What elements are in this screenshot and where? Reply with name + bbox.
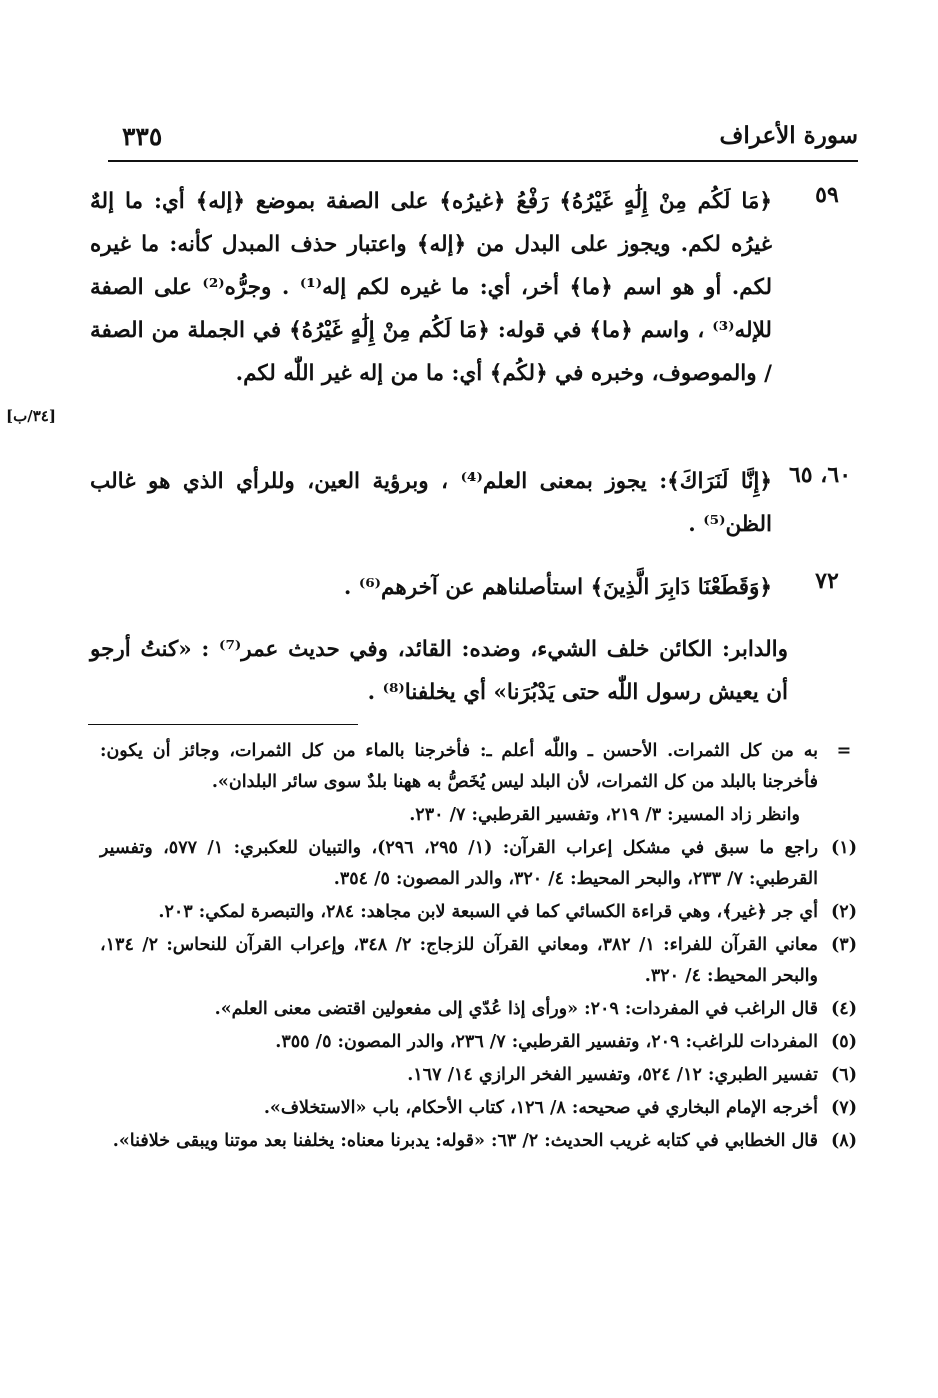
footnote-marker: =: [836, 741, 852, 761]
footnote-text: أي جر ﴿غير﴾، وهي قراءة الكسائي كما في السبعة لابن مجاهد: ٢٨٤، والتبصرة لمكي: ٢٠٣.: [158, 902, 818, 922]
footnote-marker: (٢): [831, 902, 857, 922]
page-header: [108, 118, 858, 158]
footnote-text: راجع ما سبق في مشكل إعراب القرآن: (١/ ٢٩٥، ٢٩٦)، والتبيان للعكبري: ١/ ٥٧٧، وتفسير القرطبي: ٧/ ٢٣٣، والبحر المحيط: ٤/ ٣٢٠، والدر المصون: ٥/ ٣٥٤.: [100, 838, 819, 889]
footnote-8: [100, 1126, 858, 1157]
verse-commentary: ﴿إِنَّا لَنَرَاكَ﴾: يجوز بمعنى العلم⁽⁴⁾ ، وبرؤية العين، وللرأي الذي هو غالب الظن⁽⁵⁾ .: [90, 469, 772, 537]
verse-number: ٧٢: [815, 568, 839, 594]
page-number: ٣٣٥: [122, 122, 163, 151]
footnote-separator: [88, 724, 358, 725]
footnote-6: [100, 1060, 858, 1091]
footnote-text: به من كل الثمرات. الأحسن ـ واللّٰه أعلم ـ: فأخرجنا بالماء من كل الثمرات، وجائز أن يكون: فأخرجنا بالبلد من كل الثمرات، لأن البلد ليس يُخَصُّ به ههنا بلدٌ سوى سائر البلدان».: [100, 741, 818, 792]
verse-entry-59: [90, 180, 858, 395]
footnote-text: تفسير الطبري: ١٢/ ٥٢٤، وتفسير الفخر الرازي ١٤/ ١٦٧.: [407, 1065, 818, 1085]
footnote-marker: (١): [831, 838, 857, 858]
footnote-marker: (٥): [831, 1032, 857, 1052]
footnote-text: قال الخطابي في كتابه غريب الحديث: ٢/ ٦٣: «قوله: يدبرنا معناه: يخلفنا بعد موتنا ويبقى خلافنا».: [112, 1131, 818, 1151]
footnotes: [100, 736, 858, 1159]
footnote-3: [100, 930, 858, 992]
footnote-text: المفردات للراغب: ٢٠٩، وتفسير القرطبي: ٧/ ٢٣٦، والدر المصون: ٥/ ٣٥٥.: [275, 1032, 818, 1052]
paragraph-text: والدابر: الكائن خلف الشيء، وضده: القائد، وفي حديث عمر⁽⁷⁾ : «كنتُ أرجو أن يعيش رسول اللّٰه حتى يَدْبُرَنا» أي يخلفنا⁽⁸⁾ .: [90, 637, 788, 705]
footnote-marker: (٤): [831, 999, 857, 1019]
footnote-continuation: [100, 736, 858, 798]
footnote-marker: (٨): [831, 1131, 857, 1151]
verse-commentary: ﴿وَقَطَعْنَا دَابِرَ الَّذِينَ﴾ استأصلناهم عن آخرهم⁽⁶⁾ .: [343, 575, 772, 600]
footnote-7: [100, 1093, 858, 1124]
surah-title: سورة الأعراف: [719, 122, 858, 149]
verse-commentary: ﴿مَا لَكُم مِنْ إِلَٰهٍ غَيْرُهُ﴾ رَفْعُ ﴿غيرُه﴾ على الصفة بموضع ﴿إله﴾ أي: ما إلهٌ غيرُه لكم. ويجوز على البدل من ﴿إله﴾ واعتبار حذف المبدل كأنه: ما غيره لكم. أو هو اسم ﴿ما﴾ أخر، أي: ما غيره لكم إله⁽¹⁾ . وجرُّه⁽²⁾ على الصفة للإله⁽³⁾ ، واسم ﴿ما﴾ في قوله: ﴿مَا لَكُم مِنْ إِلَٰهٍ غَيْرُهُ﴾ في الجملة من الصفة / والموصوف، وخبره في ﴿لكُم﴾ أي: ما من إله غير اللّٰه لكم.: [90, 189, 772, 386]
footnote-text: قال الراغب في المفردات: ٢٠٩: «ورأى إذا عُدّي إلى مفعولين اقتضى معنى العلم».: [214, 999, 818, 1019]
header-rule: [108, 160, 858, 162]
footnote-text: معاني القرآن للفراء: ١/ ٣٨٢، ومعاني القرآن للزجاج: ٢/ ٣٤٨، وإعراب القرآن للنحاس: ٢/ ١٣٤، والبحر المحيط: ٤/ ٣٢٠.: [100, 935, 819, 986]
footnote-1: [100, 833, 858, 895]
verse-number: ٥٩: [815, 182, 839, 208]
footnote-text: أخرجه الإمام البخاري في صحيحه: ٨/ ١٢٦، كتاب الأحكام، باب «الاستخلاف».: [263, 1098, 818, 1118]
dabir-paragraph: [90, 628, 858, 714]
footnote-marker: (٧): [831, 1098, 857, 1118]
footnote-5: [100, 1027, 858, 1058]
footnote-text: وانظر زاد المسير: ٣/ ٢١٩، وتفسير القرطبي: ٧/ ٢٣٠.: [409, 805, 800, 825]
footnote-2: [100, 897, 858, 928]
footnote-marker: (٦): [831, 1065, 857, 1085]
verse-entry-72: [90, 566, 858, 609]
footnote-4: [100, 994, 858, 1025]
margin-folio-note: [٣٤/ب]: [6, 407, 56, 425]
verse-entry-60-65: [90, 460, 858, 546]
verse-number: ٦٠، ٦٥: [788, 462, 852, 488]
footnote-continuation-ref: [100, 800, 858, 831]
footnote-marker: (٣): [831, 935, 857, 955]
